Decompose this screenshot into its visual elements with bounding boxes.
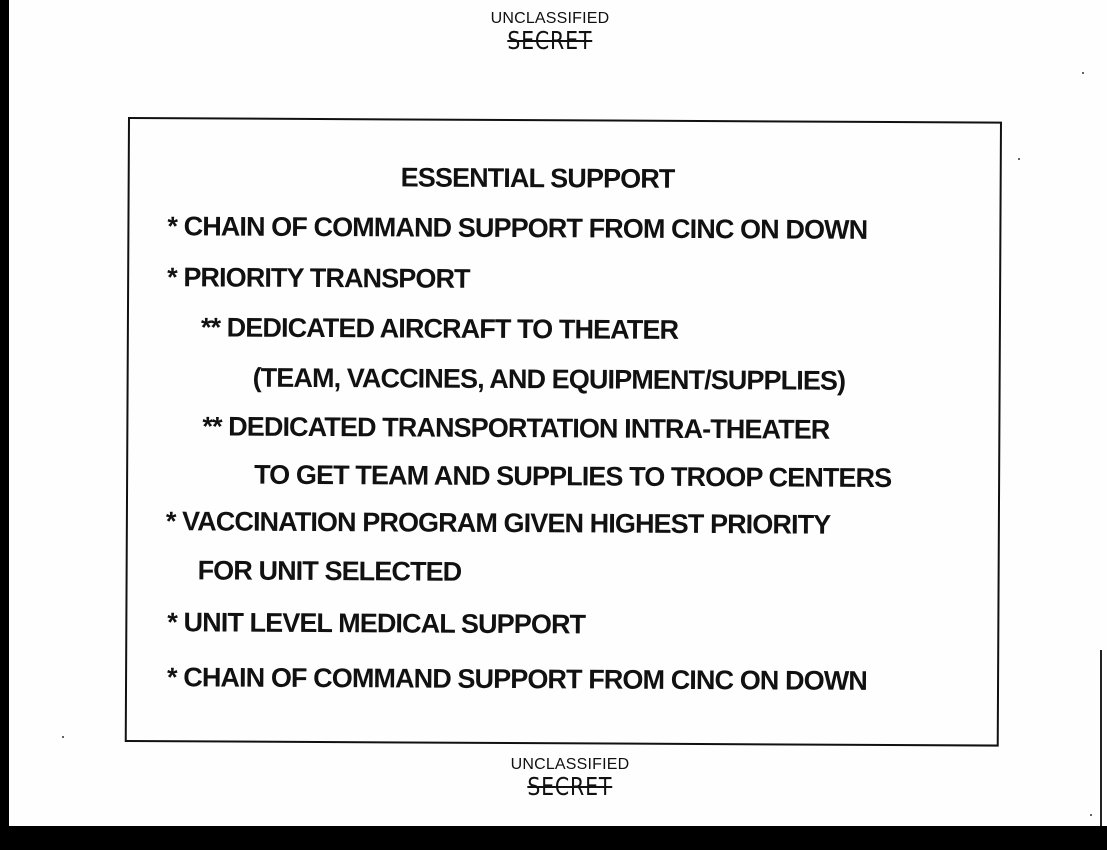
scan-edge-right — [1100, 650, 1102, 826]
continuation-line: (TEAM, VACCINES, AND EQUIPMENT/SUPPLIES) — [252, 362, 846, 396]
sub-bullet-line: ** DEDICATED AIRCRAFT TO THEATER — [200, 312, 679, 345]
bullet-line: * VACCINATION PROGRAM GIVEN HIGHEST PRIORITY — [165, 506, 831, 540]
sub-bullet-line: ** DEDICATED TRANSPORTATION INTRA-THEATER — [202, 411, 830, 445]
scan-speck — [62, 736, 64, 738]
bullet-line: * CHAIN OF COMMAND SUPPORT FROM CINC ON DOWN — [167, 211, 868, 245]
struck-classification: SECRET — [527, 772, 613, 801]
slide-heading: ESSENTIAL SUPPORT — [400, 162, 675, 194]
scan-speck — [1082, 72, 1084, 74]
classification-marking-bottom — [490, 756, 650, 800]
classification-marking-top — [470, 10, 630, 54]
scan-edge-left — [0, 0, 9, 850]
struck-classification: SECRET — [507, 26, 593, 55]
classification-label: UNCLASSIFIED — [510, 756, 630, 773]
bullet-line: * CHAIN OF COMMAND SUPPORT FROM CINC ON DOWN — [166, 662, 868, 696]
classification-label: UNCLASSIFIED — [490, 10, 610, 27]
scan-speck — [1090, 814, 1092, 816]
continuation-line: FOR UNIT SELECTED — [197, 555, 462, 587]
bullet-line: * PRIORITY TRANSPORT — [167, 262, 470, 294]
scan-edge-bottom — [0, 826, 1107, 850]
continuation-line: TO GET TEAM AND SUPPLIES TO TROOP CENTERS — [254, 459, 892, 494]
scan-speck — [1018, 158, 1020, 160]
bullet-line: * UNIT LEVEL MEDICAL SUPPORT — [167, 607, 586, 640]
slide-frame — [125, 117, 1002, 747]
